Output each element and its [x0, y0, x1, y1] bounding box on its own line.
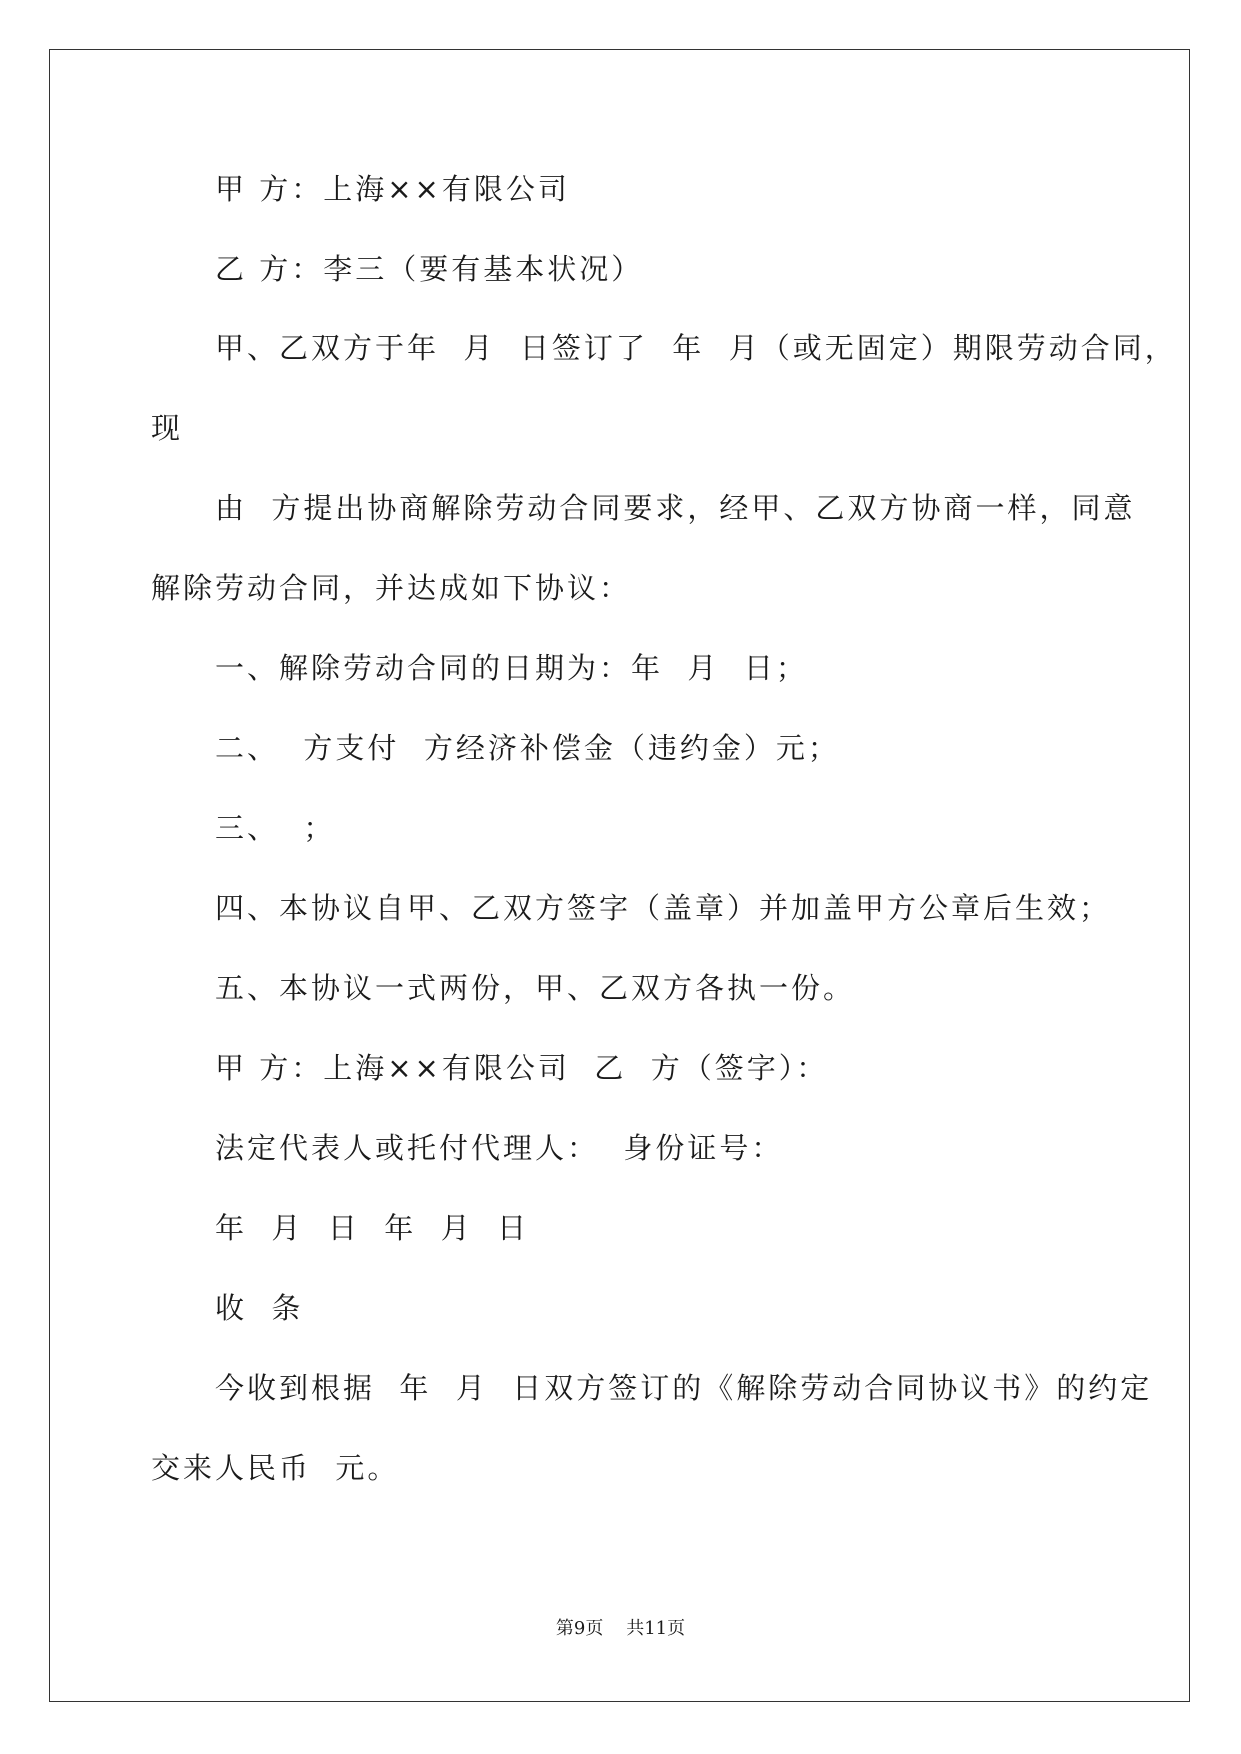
receipt-body: 今收到根据 年 月 日双方签订的《解除劳动合同协议书》的约定: [215, 1371, 1153, 1405]
signature-parties: 甲 方：上海××有限公司 乙 方（签字）：: [215, 1051, 829, 1085]
negotiation-cont: 解除劳动合同，并达成如下协议：: [151, 571, 632, 605]
contract-intro-line: 甲、乙双方于年 月 日签订了 年 月（或无固定）期限劳动合同，: [215, 331, 1177, 365]
clause-one: 一、解除劳动合同的日期为：年 月 日；: [215, 651, 808, 685]
clause-five: 五、本协议一式两份，甲、乙双方各执一份。: [215, 971, 856, 1005]
receipt-title: 收 条: [215, 1291, 304, 1325]
clause-four: 四、本协议自甲、乙双方签字（盖章）并加盖甲方公章后生效；: [215, 891, 1112, 925]
party-a-line: 甲 方：上海××有限公司: [215, 172, 570, 206]
page-footer: [0, 1614, 1241, 1640]
clause-three: 三、 ；: [215, 811, 336, 845]
receipt-body-cont: 交来人民币 元。: [151, 1451, 400, 1485]
signature-dates: 年 月 日 年 月 日: [215, 1211, 530, 1245]
party-b-line: 乙 方：李三（要有基本状况）: [215, 252, 644, 286]
page-number: 第9页: [555, 1618, 604, 1639]
clause-two: 二、 方支付 方经济补偿金（违约金）元；: [215, 731, 840, 765]
page-total: 共11页: [626, 1618, 686, 1639]
negotiation-line: 由 方提出协商解除劳动合同要求，经甲、乙双方协商一样，同意: [215, 491, 1136, 525]
contract-intro-cont: 现: [151, 411, 184, 445]
signature-representative: 法定代表人或托付代理人： 身份证号：: [215, 1131, 784, 1165]
